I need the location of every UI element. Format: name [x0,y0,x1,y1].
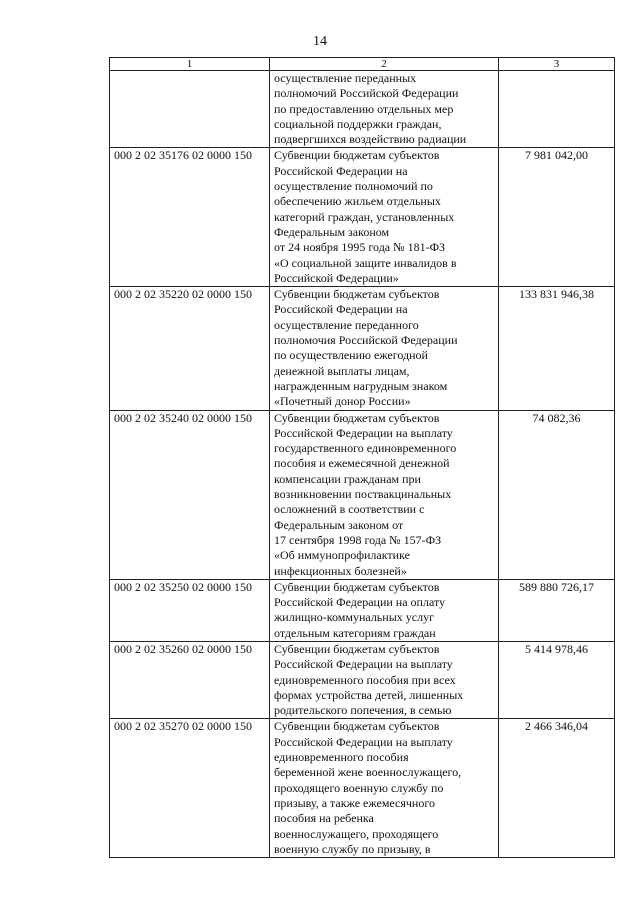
description-line: осуществление полномочий по [274,179,433,194]
amount-cell: 133 831 946,38 [499,287,615,410]
description-line: Российской Федерации на [274,163,408,178]
budget-table [109,57,615,858]
amount-cell: 589 880 726,17 [499,579,615,641]
budget-code-cell: 000 2 02 35270 02 0000 150 [110,719,270,858]
description-line: единовременного пособия при всех [274,672,456,687]
description-line: отдельным категориям граждан [274,625,436,640]
table-row [110,287,615,410]
description-line: единовременного пособия [274,750,409,765]
description-line: «Об иммунопрофилактике [274,548,410,563]
table-row [110,148,615,287]
description-cell [270,410,499,579]
description-line: военную службу по призыву, в [274,841,431,856]
description-line: Субвенции бюджетам субъектов [274,641,440,656]
amount-cell: 5 414 978,46 [499,641,615,718]
description-line: Российской Федерации на оплату [274,595,446,610]
amount-cell: 74 082,36 [499,410,615,579]
budget-code-cell: 000 2 02 35176 02 0000 150 [110,148,270,287]
description-line: Российской Федерации» [274,270,399,285]
description-line: осложнений в соответствии с [274,502,425,517]
description-line: инфекционных болезней» [274,563,407,578]
description-line: по осуществлению ежегодной [274,348,428,363]
budget-code-cell: 000 2 02 35250 02 0000 150 [110,579,270,641]
budget-code-cell: 000 2 02 35220 02 0000 150 [110,287,270,410]
column-header-3: 3 [499,58,615,71]
amount-cell-empty [499,71,615,148]
description-cell [270,148,499,287]
description-line: формах устройства детей, лишенных [274,687,464,702]
description-cell [270,287,499,410]
amount-cell: 2 466 346,04 [499,719,615,858]
table-row [110,641,615,718]
description-line: военнослужащего, проходящего [274,826,439,841]
description-line: социальной поддержки граждан, [274,116,442,131]
description-line: награжденным нагрудным знаком [274,378,448,393]
description-cell [270,71,499,148]
description-line: подвергшихся воздействию радиации [274,132,467,147]
description-line: жилищно-коммунальных услуг [274,610,434,625]
description-line: по предоставлению отдельных мер [274,101,454,116]
amount-cell: 7 981 042,00 [499,148,615,287]
description-line: пособия на ребенка [274,811,374,826]
column-header-1: 1 [110,58,270,71]
description-line: от 24 ноября 1995 года № 181-ФЗ [274,240,446,255]
table-header-row [110,58,615,71]
description-line: категорий граждан, установленных [274,209,455,224]
description-line: «О социальной защите инвалидов в [274,255,457,270]
description-line: родительского попечения, в семью [274,703,452,718]
description-line: Субвенции бюджетам субъектов [274,287,440,302]
description-line: компенсации гражданам при [274,471,421,486]
description-line: Субвенции бюджетам субъектов [274,410,440,425]
description-line: 17 сентября 1998 года № 157-ФЗ [274,532,442,547]
description-line: Субвенции бюджетам субъектов [274,719,440,734]
description-line: Российской Федерации на [274,302,408,317]
table-row [110,410,615,579]
budget-code-cell: 000 2 02 35240 02 0000 150 [110,410,270,579]
description-line: Федеральным законом [274,224,390,239]
description-line: «Почетный донор России» [274,394,411,409]
table-row-continuation [110,71,615,148]
description-line: Российской Федерации на выплату [274,657,453,672]
description-line: полномочия Российской Федерации [274,333,458,348]
table-row [110,719,615,858]
description-cell [270,641,499,718]
description-line: возникновении поствакцинальных [274,487,452,502]
description-line: Российской Федерации на выплату [274,425,453,440]
description-line: проходящего военную службу по [274,780,444,795]
description-line: полномочий Российской Федерации [274,86,459,101]
column-header-2: 2 [270,58,499,71]
description-cell [270,719,499,858]
description-line: беременной жене военнослужащего, [274,765,462,780]
description-line: Российской Федерации на выплату [274,734,453,749]
description-line: пособия и ежемесячной денежной [274,456,450,471]
page-number: 14 [313,34,327,49]
description-line: осуществление переданного [274,317,419,332]
description-line: осуществление переданных [274,71,417,85]
table-row [110,579,615,641]
description-line: обеспечению жильем отдельных [274,194,441,209]
description-line: Федеральным законом от [274,517,404,532]
table-body [110,148,615,858]
description-line: призыву, а также ежемесячного [274,795,435,810]
budget-code-cell: 000 2 02 35260 02 0000 150 [110,641,270,718]
description-line: Субвенции бюджетам субъектов [274,579,440,594]
description-line: денежной выплаты лицам, [274,363,410,378]
description-line: государственного единовременного [274,441,457,456]
code-cell-empty [110,71,270,148]
description-cell [270,579,499,641]
description-line: Субвенции бюджетам субъектов [274,148,440,163]
